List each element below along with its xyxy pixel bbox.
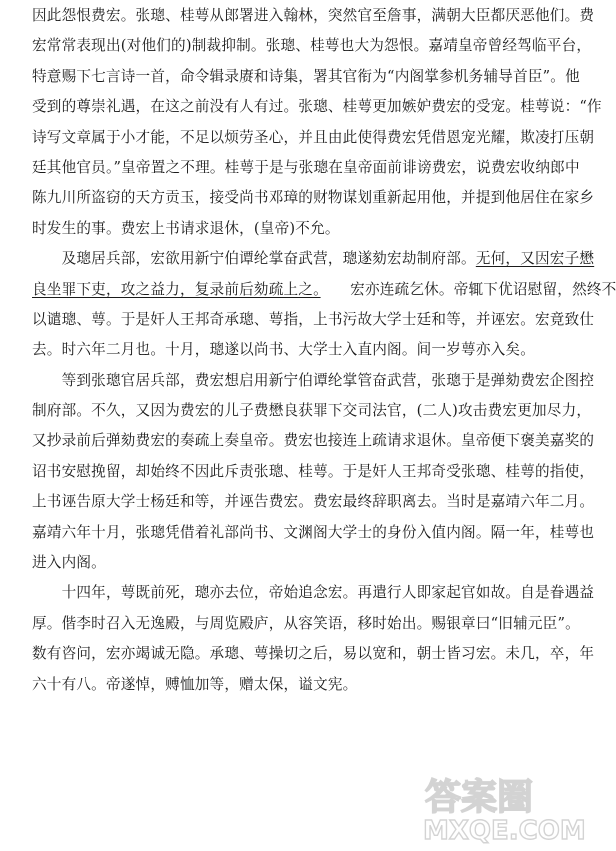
- text-line-18: 嘉靖六年十月，张璁凭借着礼部尚书、文渊阁大学士的身份入值内阁。隔一年，桂萼也: [32, 523, 595, 541]
- text-line-14: 制府部。不久，又因为费宏的儿子费懋良获罪下交司法官，(二人)攻击费宏更加尽力，: [32, 402, 592, 420]
- text-line-8: 时发生的事。费宏上书请求退休，(皇帝)不允。: [32, 219, 340, 237]
- text-line-20: 十四年，萼既前死，璁亦去位，帝始追念宏。再遣行人即家起官如故。自是眷遇益: [32, 584, 595, 602]
- text-line-21: 厚。偕李时召入无逸殿，与周览殿庐，从容笑语，移时始出。赐银章曰“旧辅元臣”。: [32, 614, 580, 632]
- text-line-5: 诗写文章属于小才能，不足以烦劳圣心，并且由此使得费宏凭借恩宠光耀，欺凌打压朝: [32, 128, 595, 146]
- text-line-22: 数有咨问，宏亦竭诚无隐。承璁、萼操切之后，易以宽和，朝士皆习宏。未几，卒，年: [32, 645, 595, 663]
- text-line-4: 受到的尊崇礼遇，在这之前没有人有过。张璁、桂萼更加嫉妒费宏的受宠。桂萼说：“作: [32, 98, 602, 116]
- watermark-brand-text: 答案圈: [425, 777, 534, 818]
- text-line-3: 特意赐下七言诗一首，命令辑录赓和诗集，署其官衔为“内阁掌参机务辅导首臣”。他: [32, 67, 580, 85]
- text-line-1: 因此怨恨费宏。张璁、桂萼从郎署进入翰林，突然官至詹事，满朝大臣都厌恶他们。费: [32, 7, 595, 24]
- text-line-2: 宏常常表现出(对他们的)制裁抑制。张璁、桂萼也大为怨恨。嘉靖皇帝曾经驾临平台，: [32, 37, 592, 55]
- text-line-15: 又抄录前后弹劾费宏的奏疏上奏皇帝。费宏也接连上疏请求退休。皇帝便下褒美嘉奖的: [32, 432, 595, 450]
- text-line-6: 廷其他官员。”皇帝置之不理。桂萼于是与张璁在皇帝面前诽谤费宏，说费宏收纳郎中: [32, 158, 580, 176]
- text-line-19: 进入内阁。: [32, 554, 106, 572]
- text-line-9: 及璁居兵部，宏欲用新宁伯谭纶掌奋武营，璁遂劾宏劫制府部。无何，又因宏子懋: [32, 250, 595, 268]
- text-line-11: 以谴璁、萼。于是奸人王邦奇承璁、萼指，上书污故大学士廷和等，并诬宏。宏竟致仕: [32, 310, 595, 328]
- text-line-16: 诏书安慰挽留，却始终不因此斥责张璁、桂萼。于是奸人王邦奇受张璁、桂萼的指使，: [32, 462, 595, 480]
- underlined-question-text: 无何，又因宏子懋: [475, 250, 595, 268]
- text-line-23: 六十有八。帝遂悼，赙恤加等，赠太保，谥文宪。: [32, 675, 358, 693]
- text-line-13: 等到张璁官居兵部，费宏想启用新宁伯谭纶掌管奋武营，张璁于是弹劾费宏企图控: [32, 371, 595, 389]
- text-line-12: 去。时六年二月也。十月，璁遂以尚书、大学士入直内阁。间一岁萼亦入矣。: [32, 341, 535, 359]
- text-line-10: 良坐罪下吏，攻之益力，复录前后劾疏上之。 宏亦连疏乞休。帝辄下优诏慰留，然终不: [32, 280, 616, 298]
- text-line-17: 上书诬告原大学士杨廷和等，并诬告费宏。费宏最终辞职离去。当时是嘉靖六年二月。: [32, 493, 595, 511]
- text-line-7: 陈九川所盗窃的天方贡玉，接受尚书邓璋的财物谋划重新起用他，并提到他居住在家乡: [32, 189, 595, 207]
- watermark-site-text: MXQE.COM: [423, 816, 586, 846]
- underlined-question-text-2: 良坐罪下吏，攻之益力，复录前后劾疏上之。: [32, 280, 321, 298]
